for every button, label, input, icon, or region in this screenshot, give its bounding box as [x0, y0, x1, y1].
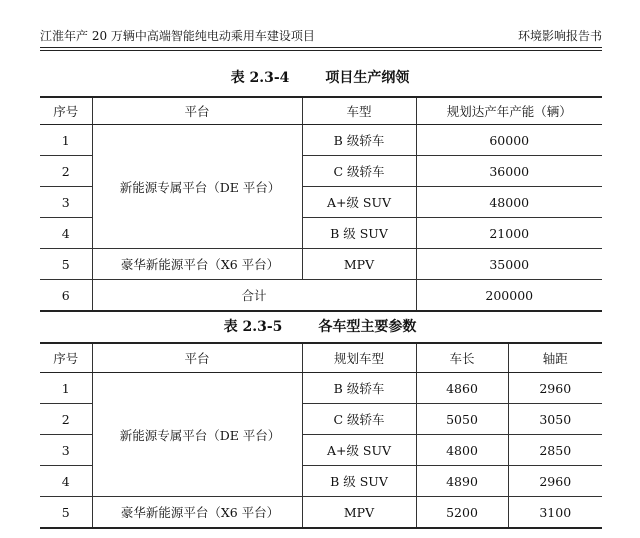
table2-number: 表 2.3-5 — [223, 319, 283, 335]
length-cell: 4860 — [416, 373, 508, 404]
column-header: 规划达产年产能（辆） — [416, 97, 602, 125]
column-header: 平台 — [92, 97, 302, 125]
header-rule — [40, 47, 602, 48]
table2-caption — [0, 316, 640, 336]
production-program-table — [40, 96, 602, 312]
wheelbase-cell: 2850 — [508, 435, 602, 466]
row-number: 2 — [40, 156, 92, 187]
column-header: 序号 — [40, 343, 92, 373]
platform-cell: 新能源专属平台（DE 平台） — [92, 373, 302, 497]
platform-cell: 豪华新能源平台（X6 平台） — [92, 497, 302, 529]
model-cell: B 级轿车 — [302, 125, 416, 156]
row-number: 3 — [40, 435, 92, 466]
column-header: 轴距 — [508, 343, 602, 373]
length-cell: 4890 — [416, 466, 508, 497]
wheelbase-cell: 3050 — [508, 404, 602, 435]
table2-title: 各车型主要参数 — [318, 319, 417, 335]
row-number: 2 — [40, 404, 92, 435]
table-row — [40, 125, 602, 156]
page-header — [40, 22, 602, 47]
total-label: 合计 — [92, 280, 416, 312]
document-type: 环境影响报告书 — [517, 29, 602, 43]
table1-title: 项目生产纲领 — [325, 70, 410, 86]
model-cell: MPV — [302, 497, 416, 529]
row-number: 5 — [40, 497, 92, 529]
length-cell: 5200 — [416, 497, 508, 529]
row-number: 6 — [40, 280, 92, 312]
document-title: 江淮年产 20 万辆中高端智能纯电动乘用车建设项目 — [40, 29, 315, 43]
row-number: 3 — [40, 187, 92, 218]
capacity-cell: 60000 — [416, 125, 602, 156]
column-header: 平台 — [92, 343, 302, 373]
model-cell: B 级轿车 — [302, 373, 416, 404]
column-header: 序号 — [40, 97, 92, 125]
table-header-row — [40, 343, 602, 373]
model-cell: B 级 SUV — [302, 466, 416, 497]
column-header: 规划车型 — [302, 343, 416, 373]
header-rule-thin — [40, 50, 602, 51]
table-total-row — [40, 280, 602, 312]
platform-cell: 新能源专属平台（DE 平台） — [92, 125, 302, 249]
wheelbase-cell: 2960 — [508, 373, 602, 404]
vehicle-parameters-table — [40, 342, 602, 529]
row-number: 4 — [40, 466, 92, 497]
wheelbase-cell: 2960 — [508, 466, 602, 497]
model-cell: A+级 SUV — [302, 435, 416, 466]
table-row — [40, 497, 602, 529]
column-header: 车型 — [302, 97, 416, 125]
capacity-cell: 36000 — [416, 156, 602, 187]
capacity-cell: 35000 — [416, 249, 602, 280]
table1-number: 表 2.3-4 — [230, 70, 290, 86]
model-cell: C 级轿车 — [302, 404, 416, 435]
model-cell: C 级轿车 — [302, 156, 416, 187]
model-cell: A+级 SUV — [302, 187, 416, 218]
length-cell: 4800 — [416, 435, 508, 466]
platform-cell: 豪华新能源平台（X6 平台） — [92, 249, 302, 280]
total-capacity: 200000 — [416, 280, 602, 312]
table-row — [40, 373, 602, 404]
wheelbase-cell: 3100 — [508, 497, 602, 529]
length-cell: 5050 — [416, 404, 508, 435]
row-number: 4 — [40, 218, 92, 249]
row-number: 1 — [40, 373, 92, 404]
capacity-cell: 48000 — [416, 187, 602, 218]
table1-caption — [0, 67, 640, 87]
table-row — [40, 249, 602, 280]
model-cell: MPV — [302, 249, 416, 280]
row-number: 5 — [40, 249, 92, 280]
table-header-row — [40, 97, 602, 125]
model-cell: B 级 SUV — [302, 218, 416, 249]
row-number: 1 — [40, 125, 92, 156]
capacity-cell: 21000 — [416, 218, 602, 249]
column-header: 车长 — [416, 343, 508, 373]
